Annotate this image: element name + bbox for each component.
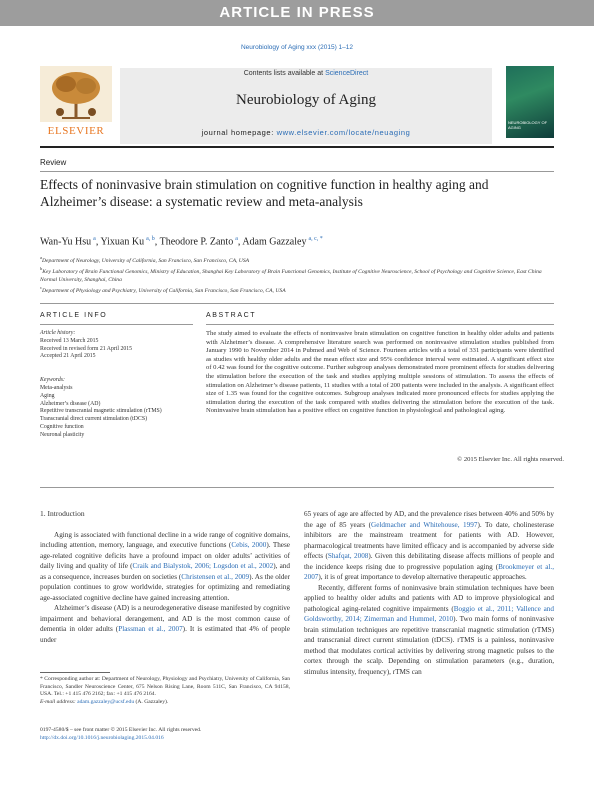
contents-line bbox=[120, 70, 492, 77]
journal-cover-image[interactable] bbox=[506, 66, 554, 138]
info-divider bbox=[40, 324, 193, 325]
body-column-right bbox=[304, 509, 554, 677]
body-text: ). To date, cholinesterase inhibitors are the mainstream treatment for patients with AD. However, pharmacological treatments have limited efficacy and is accompanied by adverse side effects ( bbox=[304, 520, 554, 560]
keyword[interactable]: Transcranial direct current stimulation (tDCS) bbox=[40, 416, 148, 423]
email-label: E-mail address: bbox=[40, 698, 78, 705]
author-list: Wan-Yu Hsu $^a$, Yixuan Ku $^{a, b}$, Theodore P. Zanto $^a$, Adam Gazzaley $^{a, c, *}$ bbox=[40, 236, 323, 248]
author-name[interactable]: Theodore P. Zanto bbox=[159, 236, 234, 248]
contents-prefix: Contents lists available at bbox=[243, 70, 326, 77]
keyword[interactable]: Repetitive transcranial magnetic stimulation (rTMS) bbox=[40, 408, 162, 415]
section-heading: 1. Introduction bbox=[40, 509, 85, 518]
article-info bbox=[40, 330, 200, 440]
abstract-divider bbox=[206, 324, 554, 325]
affil-label: b bbox=[40, 265, 43, 271]
title-divider bbox=[40, 171, 554, 172]
article-in-press-banner: ARTICLE IN PRESS bbox=[0, 0, 594, 26]
affil-text: Key Laboratory of Brain Functional Genomics, Ministry of Education, Shanghai Key Laboratory of Brain Functional Genomics, Institute of Cognitive Neuroscience, School of Psychology and Cognitive Science, East China Normal University, Shanghai, China bbox=[40, 268, 542, 283]
author-affil-sup[interactable]: a, c, * bbox=[308, 236, 323, 242]
citation-link[interactable]: Craik and Bialystok, 2006; Logsdon et al., 2002 bbox=[132, 562, 274, 570]
author-name[interactable]: Yixuan Ku bbox=[100, 236, 145, 248]
elsevier-wordmark: ELSEVIER bbox=[47, 125, 105, 137]
affiliations bbox=[40, 254, 554, 295]
citation-link[interactable]: Boggio et al., 2011; Vallence and Goldsworthy, 2014; Zimerman and Hummel, 2010 bbox=[304, 604, 554, 623]
journal-title: Neurobiology of Aging bbox=[236, 92, 376, 108]
body-text: Recently, different forms of noninvasive brain stimulation techniques have been applied to healthy older adults and patients with AD to improve physiological and pathological aging-related cognitive impairments ( bbox=[304, 583, 554, 613]
author-name[interactable]: Adam Gazzaley bbox=[242, 236, 307, 248]
affiliation-item bbox=[40, 265, 554, 284]
body-text: ). Two main forms of noninvasive brain stimulation techniques are repetitive transcranial magnetic stimulation (rTMS) and transcranial direct current stimulation (tDCS). rTMS is a painless, noninvasive method that modulates cortical activities by delivering strong magnetic pulses to the cortex through the scalp. Depending on stimulation parameters (e.g., duration, stimulus intensity, frequency), rTMS can bbox=[304, 615, 554, 676]
email-suffix: (A. Gazzaley). bbox=[134, 698, 169, 705]
footnote-email-line bbox=[40, 699, 290, 707]
body-text: ), it is of great importance to develop alternative therapeutic approaches. bbox=[318, 573, 527, 581]
keyword[interactable]: Aging bbox=[40, 392, 55, 399]
article-section-type: Review bbox=[40, 158, 67, 167]
keyword[interactable]: Alzheimer’s disease (AD) bbox=[40, 400, 101, 407]
body-text: ). It is estimated that 4% of people under bbox=[40, 625, 290, 644]
corresponding-author-footnote bbox=[40, 676, 290, 706]
abstract-bottom-divider bbox=[40, 487, 554, 488]
affil-text: Department of Physiology and Psychiatry, University of California, San Francisco, San Francisco, CA, USA bbox=[42, 287, 286, 294]
copyright-line: © 2015 Elsevier Inc. All rights reserved. bbox=[457, 456, 564, 463]
history-item: Received 13 March 2015 bbox=[40, 337, 99, 344]
email-link[interactable]: adam.gazzaley@ucsf.edu bbox=[77, 698, 135, 705]
body-text: Alzheimer’s disease (AD) is a neurodegenerative disease manifested by cognitive impairment and behavioral derangement, and AD is the most common cause of dementia in older adults ( bbox=[40, 604, 290, 633]
citation-link[interactable]: Brookmeyer et al., 2007 bbox=[304, 562, 554, 581]
affil-label: c bbox=[40, 284, 42, 290]
homepage-prefix: journal homepage: bbox=[201, 128, 277, 137]
author-name[interactable]: Wan-Yu Hsu bbox=[40, 236, 92, 248]
body-paragraph bbox=[40, 603, 290, 645]
affiliation-item bbox=[40, 284, 554, 295]
body-paragraph bbox=[40, 530, 290, 604]
citation-link[interactable]: Cebis, 2000 bbox=[231, 541, 267, 549]
keywords-label: Keywords: bbox=[40, 377, 65, 384]
history-item: Accepted 21 April 2015 bbox=[40, 353, 96, 360]
issn-block bbox=[40, 727, 300, 742]
body-text: ). Given this debilitating disease affects millions of people and the incidence keeps rising due to progressive population aging ( bbox=[304, 552, 554, 571]
affiliation-item bbox=[40, 254, 554, 265]
author-affil-sup[interactable]: a, b bbox=[146, 236, 155, 242]
body-text: 65 years of age are affected by AD, and the prevalence rises between 40% and 50% by the age of 85 years ( bbox=[304, 510, 554, 529]
article-title: Effects of noninvasive brain stimulation on cognitive function in healthy aging and Alzheimer’s disease: a systematic review and meta-analysis bbox=[40, 177, 489, 209]
cover-title: NEUROBIOLOGY OF AGING bbox=[508, 120, 548, 130]
author-affil-sup[interactable]: a bbox=[235, 236, 238, 242]
doi-link[interactable]: http://dx.doi.org/10.1016/j.neurobiolaging.2015.04.016 bbox=[40, 734, 164, 741]
author-affil-sup[interactable]: a bbox=[93, 236, 96, 242]
affil-text: Department of Neurology, University of California, San Francisco, San Francisco, CA, USA bbox=[42, 257, 250, 264]
history-label: Article history: bbox=[40, 330, 76, 336]
citation-link[interactable]: Plassman et al., 2007 bbox=[118, 625, 183, 633]
homepage-link[interactable]: www.elsevier.com/locate/neuaging bbox=[276, 128, 411, 137]
article-info-heading: ARTICLE INFO bbox=[40, 312, 108, 319]
citation-link[interactable]: Geldmacher and Whitehouse, 1997 bbox=[371, 520, 478, 529]
keyword[interactable]: Meta-analysis bbox=[40, 384, 73, 391]
issn-line: 0197-4580/$ – see front matter © 2015 Elsevier Inc. All rights reserved. bbox=[40, 727, 202, 733]
body-text: ), and as a consequence, increases burden on societies ( bbox=[40, 562, 290, 581]
body-text: ). These age-related cognitive deficits have a profound impact on older adults’ activities of daily living and quality of life ( bbox=[40, 541, 290, 570]
body-text: ). As the older population continues to grow worldwide, strategies for optimizing and remediating age-associated cognitive decline have gained increasing attention. bbox=[40, 572, 291, 602]
abstract-heading: ABSTRACT bbox=[206, 312, 257, 319]
header-divider bbox=[40, 146, 554, 148]
body-paragraph bbox=[304, 583, 554, 678]
citation-link[interactable]: Christensen et al., 2009 bbox=[181, 572, 250, 581]
journal-citation[interactable]: Neurobiology of Aging xxx (2015) 1–12 bbox=[240, 44, 354, 51]
body-text: Aging is associated with functional decline in a wide range of cognitive domains, including attention, memory, language, and executive functions ( bbox=[40, 530, 290, 549]
footnote-divider bbox=[40, 672, 110, 673]
journal-homepage bbox=[120, 128, 492, 137]
body-paragraph bbox=[304, 509, 554, 583]
body-column-left bbox=[40, 509, 290, 645]
history-item: Received in revised form 21 April 2015 bbox=[40, 345, 133, 352]
sciencedirect-link[interactable]: ScienceDirect bbox=[325, 70, 369, 77]
citation-link[interactable]: Shafqat, 2008 bbox=[327, 552, 369, 560]
affiliation-divider bbox=[40, 303, 554, 304]
affil-label: a bbox=[40, 255, 42, 260]
keyword[interactable]: Neuronal plasticity bbox=[40, 431, 85, 438]
footnote-text: * Corresponding author at: Department of Neurology, Physiology and Psychiatry, University of California, San Francisco, Sandler Neuroscience Center, 675 Nelson Rising Lane, Room 511C, San Francisco, CA 94158, USA. Tel.: +1 415 476 2162; fax: +1 415 476 2164. bbox=[40, 676, 290, 698]
keyword[interactable]: Cognitive function bbox=[40, 423, 84, 430]
abstract-text: The study aimed to evaluate the effects of noninvasive brain stimulation on cognitive function in healthy older adults and patients with Alzheimer’s disease. A comprehensive literature search was performed on noninvasive stimulation studies published from January 1990 to November 2014 in Pubmed and Web of Science. Fourteen articles with a total of 331 participants were identified as studies with healthy older adults and the mean effect size and 95% confidence interval were estimated. A significant effect size of 0.42 was found for the cognitive outcome. Further subgroup analyses demonstrated more prominent effects for studies delivering the stimulation before the execution of the task and studies applying multiple sessions of stimulation. To assess the effects of stimulation on Alzheimer’s disease patients, 11 studies with a total of 200 patients were included in the analysis. A significant effect size of 1.35 was found for the cognitive outcomes. Subgroup analyses indicated more pronounced effects for studies applying the stimulation during the execution of the task compared with studies delivering the stimulation before the execution of the task. Noninvasive brain stimulation has a positive effect on cognitive function in physiological and pathological aging. bbox=[206, 330, 554, 415]
